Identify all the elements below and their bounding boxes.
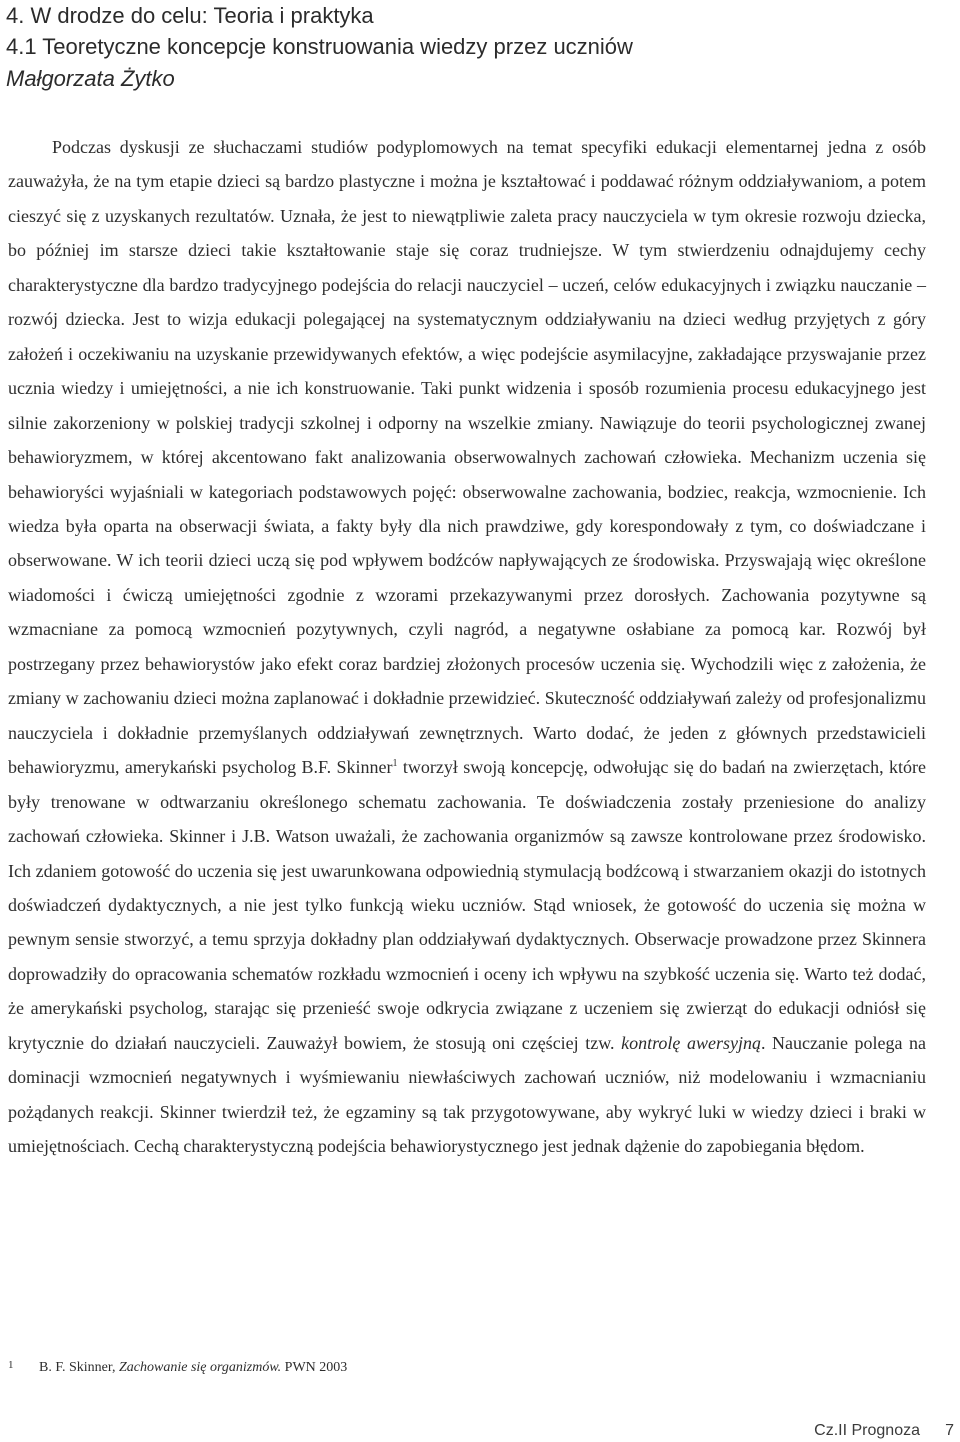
footnote-title: Zachowanie się organizmów. [119, 1360, 282, 1375]
footnote-number: 1 [8, 1359, 14, 1371]
footnote-reference: 1 [392, 758, 398, 770]
part-label: Cz.II Prognoza [814, 1422, 920, 1439]
page-footer [814, 1420, 954, 1442]
chapter-title: 4. W drodze do celu: Teoria i praktyka [6, 3, 374, 28]
footnote-publisher: PWN 2003 [281, 1360, 348, 1375]
footnote-text [39, 1360, 347, 1375]
author-name: Małgorzata Żytko [6, 66, 175, 91]
italic-term: kontrolę awersyjną [621, 1032, 761, 1053]
footnote-author: B. F. Skinner, [39, 1360, 119, 1375]
heading-block [6, 0, 946, 96]
footnote [8, 1354, 908, 1379]
section-title: 4.1 Teoretyczne koncepcje konstruowania wiedzy przez uczniów [6, 34, 633, 59]
body-paragraph [8, 130, 926, 1164]
body-text-part-3: . Nauczanie polega na dominacji wzmocnień negatywnych i wyśmiewaniu niewłaściwych zachowań uczniów, niż modelowaniu i wzmacnianiu pożądanych reakcji. Skinner twierdził też, że egzaminy są tak przygotowywane, aby wykryć luki w wiedzy dzieci i braki w umiejętnościach. Cechą charakterystyczną podejścia behawiorystycznego jest jednak dążenie do zapobiegania błędom. [8, 1032, 927, 1157]
body-text-part-2: tworzył swoją koncepcję, odwołując się do badań na zwierzętach, które były trenowane w odtwarzaniu określonego schematu zachowania. Te doświadczenia zostały przeniesione do analizy zachowań człowieka. Skinner i J.B. Watson uważali, że zachowania organizmów są zawsze kontrolowane przez środowisko. Ich zdaniem gotowość do uczenia się jest uwarunkowana odpowiednią stymulacją bodźcową i stwarzaniem okazji do istotnych doświadczeń dydaktycznych, a nie jest tylko funkcją wieku uczniów. Stąd wniosek, że gotowość do uczenia się można w pewnym sensie stworzyć, a temu sprzyja dokładny plan oddziaływań dydaktycznych. Obserwacje prowadzone przez Skinnera doprowadziły do opracowania schematów rozkładu wzmocnień i oceny ich wpływu na szybkość uczenia się. Warto też dodać, że amerykański psycholog, starając się przenieść swoje odkrycia związane z uczeniem się zwierząt do edukacji odniósł się krytycznie do działań nauczycieli. Zauważył bowiem, że stosują oni częściej tzw. [8, 757, 926, 1053]
page-number: 7 [945, 1422, 954, 1439]
body-text-part-1: Podczas dyskusji ze słuchaczami studiów podyplomowych na temat specyfiki edukacji elementarnej jedna z osób zauważyła, że na tym etapie dzieci są bardzo plastyczne i można je kształtować i poddawać różnym oddziaływaniom, a potem cieszyć się z uzyskanych rezultatów. Uznała, że jest to niewątpliwie zaleta pracy nauczyciela w tym okresie rozwoju dziecka, bo później im starsze dzieci takie kształtowanie staje się coraz trudniejsze. W tym stwierdzeniu odnajdujemy cechy charakterystyczne dla bardzo tradycyjnego podejścia do relacji nauczyciel – uczeń, celów edukacyjnych i związku nauczanie – rozwój dziecka. Jest to wizja edukacji polegającej na systematycznym oddziaływaniu na dzieci według przyjętych z góry założeń i oczekiwaniu na uzyskanie przewidywanych efektów, a więc podejście asymilacyjne, zakładające przyswajanie przez ucznia wiedzy i umiejętności, a nie ich konstruowanie. Taki punkt widzenia i sposób rozumienia procesu edukacyjnego jest silnie zakorzeniony w polskiej tradycji szkolnej i odporny na wszelkie zmiany. Nawiązuje do teorii psychologicznej zwanej behawioryzmem, w której akcentowano fakt analizowania obserwowalnych zachowań człowieka. Mechanizm uczenia się behawioryści wyjaśniali w kategoriach podstawowych pojęć: obserwowalne zachowania, bodziec, reakcja, wzmocnienie. Ich wiedza była oparta na obserwacji świata, a fakty były dla nich prawdziwe, gdy korespondowały z tym, co doświadczane i obserwowane. W ich teorii dzieci uczą się pod wpływem bodźców napływających ze środowiska. Przyswajają więc określone wiadomości i ćwiczą umiejętności zgodnie z wzorami przekazywanymi przez dorosłych. Zachowania pozytywne są wzmacniane za pomocą wzmocnień pozytywnych, czyli nagród, a negatywne osłabiane za pomocą kar. Rozwój był postrzegany przez behawiorystów jako efekt coraz bardziej złożonych procesów uczenia się. Wychodzili więc z założenia, że zmiany w zachowaniu dzieci można zaplanować i dokładnie przewidzieć. Skuteczność oddziaływań zależy od profesjonalizmu nauczyciela i dokładnie przemyślanych oddziaływań zewnętrznych. Warto dodać, że jeden z głównych przedstawicieli behawioryzmu, amerykański psycholog B.F. Skinner [8, 137, 926, 778]
